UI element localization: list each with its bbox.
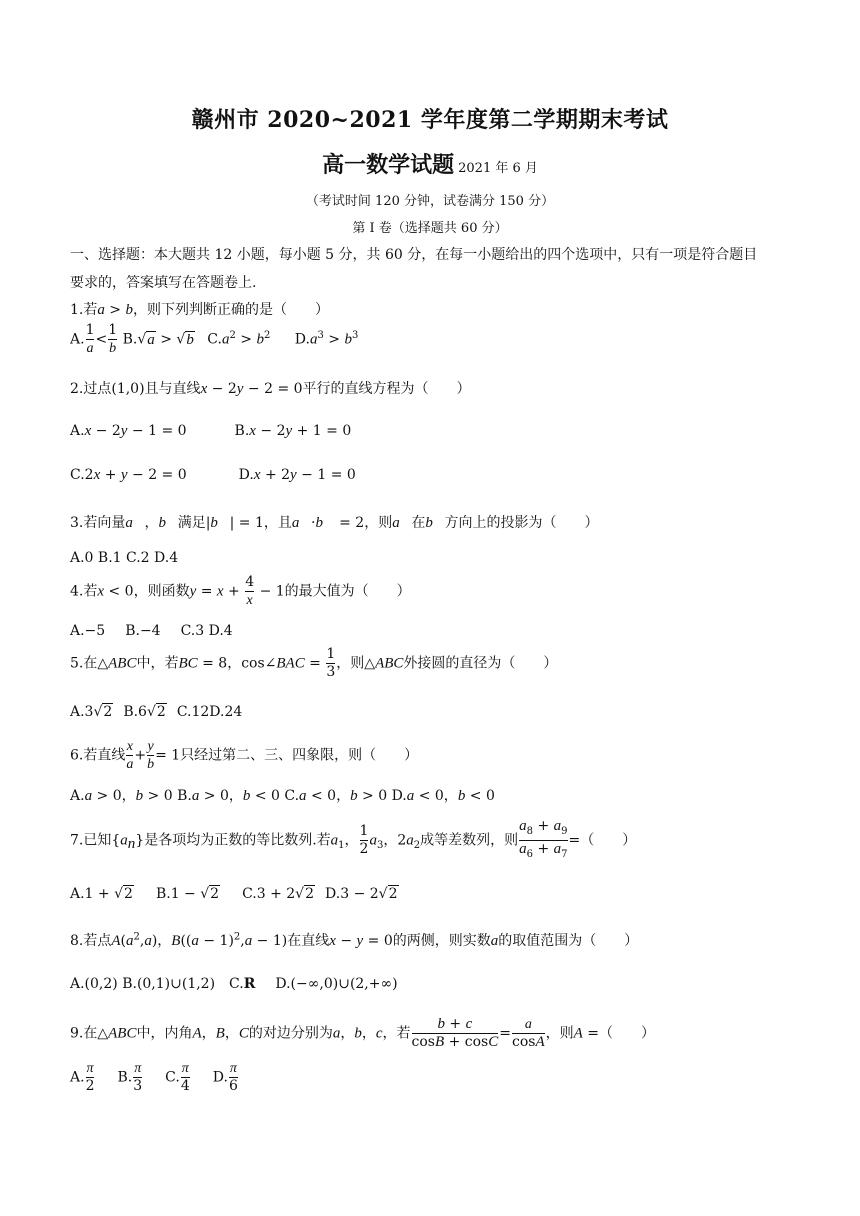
exam-title: 赣州市 2020~2021 学年度第二学期期末考试 — [191, 107, 669, 133]
exam-note: （考试时间 120 分钟，试卷满分 150 分） — [305, 194, 555, 209]
question-6-options: A.a > 0，b > 0 B.a > 0，b < 0 C.a < 0，b > 0 D.a < 0，b < 0 — [70, 788, 495, 804]
section-instructions-line1: 一、选择题：本大题共 12 小题，每小题 5 分，共 60 分，在每一小题给出的四个选项中，只有一项是符合题目 — [70, 247, 758, 263]
subject-title: 高一数学试题 — [322, 152, 455, 178]
question-1-options: A. $\frac{1}{a}$ < $\frac{1}{b}$ B.√a > √b $C.a^2 > b^2$ $D.a^3 > b^3$ — [70, 322, 359, 356]
question-2: 2.过点(1,0)且与直线x − 2y − 2 = 0平行的直线方程为（ ） — [70, 381, 471, 397]
question-9-options: A. $\frac{\pi}{2}$ B. $\frac{\pi}{3}$ C. $\frac{\pi}{4}$ D. $\frac{\pi}{6}$ — [70, 1061, 238, 1094]
part-title: 第 I 卷（选择题共 60 分） — [352, 221, 508, 236]
question-5-options: A.3√2 B.6√2 C.12D.24 — [70, 704, 243, 720]
exam-date: 2021 年 6 月 — [458, 161, 538, 176]
question-7-options: A.1 + √2 B.1 − √2 C.3 + 2√2 D.3 − 2√2 — [70, 886, 398, 902]
question-6: 6.若直线 $\frac{x}{a}$ + $\frac{y}{b}$ = 1只经过第二、三、四象限，则（ ） — [70, 739, 419, 772]
question-3: 3.若向量a⃗，b⃗满足|b⃗| = 1，且a⃗·b⃗ = 2，则a⃗在b⃗方向上的投影为（ ） — [70, 515, 599, 531]
question-5: 5.在△ABC中，若BC = 8，cos∠BAC = $\frac{1}{3}$ ，则△ABC外接圆的直径为（ ） — [70, 646, 558, 680]
question-4-options: A.−5 B.−4 C.3 D.4 — [70, 623, 233, 639]
question-2-options-ab: A.x − 2y − 1 = 0 B.x − 2y + 1 = 0 — [70, 423, 352, 439]
question-7: 7.已知$\{a_n\}$是各项均为正数的等比数列.若$a_1$， $\frac{1}{2}$ $a_3$，$2a_2$成等差数列，则 $\frac{a_8 + a_9}{a_6 + a_7}$ =（ ） — [70, 818, 637, 860]
question-8-options: A.(0,2) B.(0,1)∪(1,2) C.R D.(−∞,0)∪(2,+∞) — [70, 976, 398, 992]
question-1: 1.若a > b，则下列判断正确的是（ ） — [70, 302, 329, 318]
question-3-options: A.0 B.1 C.2 D.4 — [70, 550, 179, 566]
question-8: 8.若点$A(a^2,a)$，$B((a - 1)^2,a - 1)$在直线x − y = 0的两侧，则实数a的取值范围为（ ） — [70, 931, 639, 949]
question-9: 9.在△ABC中，内角A，B，C的对边分别为a，b，c，若 $\frac{b + c}{\cos B + \cos C}$ = $\frac{a}{\cos A}$ ，则A =（ ） — [70, 1016, 655, 1050]
question-2-options-cd: C.2x + y − 2 = 0 D.x + 2y − 1 = 0 — [70, 467, 356, 483]
section-instructions-line2: 要求的，答案填写在答题卷上. — [70, 275, 257, 291]
exam-subtitle — [0, 148, 860, 179]
question-4: 4.若x < 0，则函数y = x + $\frac{4}{x}$ − 1的最大值为（ ） — [70, 574, 411, 608]
